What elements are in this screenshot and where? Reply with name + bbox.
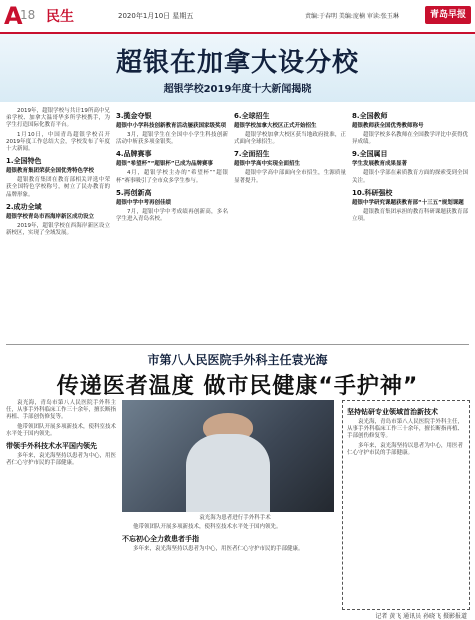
story-column-middle: [122, 524, 334, 555]
item-heading: 6.全球招生: [234, 112, 270, 120]
item-body: 3月，超银学生在全国中小学生科技创新活动中斩获多项金银奖。: [116, 132, 228, 146]
photo-caption: 袁光海为患者进行手外科手术: [199, 515, 271, 521]
story-para: 多年来，袁光海坚持以患者为中心，用医者仁心守护市民的手部健康。: [347, 442, 463, 456]
section-letter: A: [4, 2, 23, 30]
story-para: 多年来，袁光海坚持以患者为中心，用医者仁心守护市民的手部健康。: [133, 546, 304, 553]
story-headline: 传递医者温度 做市民健康“手护神”: [56, 374, 419, 399]
item-heading: 1.全国特色: [6, 157, 42, 166]
story-para: 多年来，袁光海坚持以患者为中心，用医者仁心守护市民的手部健康。: [6, 453, 117, 467]
story-para: 袁光海，青岛市第八人民医院手外科主任，从事手外科临床工作三十余年，擅长断指再植、手部创伤修复等。: [347, 419, 463, 440]
item-subhead: 超银学校青岛市西海岸新区成功设立: [6, 213, 95, 220]
item-heading: 8.全国教师: [352, 112, 388, 120]
item-heading: 2.成功全域: [6, 202, 42, 211]
item-body: 超银教育集团在教育部相关评选中荣获全国特色学校称号，树立了民办教育的品牌形象。: [6, 177, 110, 198]
story-para: 他带领团队开展多项新技术，使科室技术水平处于国内领先。: [133, 524, 282, 530]
item-subhead: 超银中学高中实现全面招生: [234, 161, 301, 168]
item-subhead: 超银教育集团荣获全国优秀特色学校: [6, 168, 95, 175]
story-subhead: 坚持钻研专业领域首治新技术: [347, 408, 438, 416]
item-body: 超银中学高中部面向全市招生，生源质量显著提升。: [234, 170, 346, 184]
story-column-left: [6, 400, 116, 469]
story-para: 袁光海，青岛市第八人民医院手外科主任，从事手外科临床工作三十余年，擅长断指再植、手部创伤修复等。: [6, 400, 117, 421]
page-number: 18: [20, 8, 36, 22]
story-subhead: 带领手外科技术水平国内领先: [6, 442, 97, 451]
surgery-photo: [122, 400, 334, 512]
article-column-1: [6, 108, 110, 239]
item-body: 超银学校多名教师在全国教学评比中获得优异成绩。: [352, 132, 468, 146]
section-divider: [6, 344, 469, 345]
section-title: 民生: [46, 9, 74, 25]
item-body: 7月，超银中学中考成绩再创新高，多名学生进入青岛名校。: [116, 208, 228, 223]
item-subhead: 超银中学中考再创佳绩: [116, 199, 172, 206]
editors: 责编:于春明 美编:庞楠 审读:张玉琳: [305, 13, 399, 20]
item-subhead: 学生发展教育成果显著: [352, 161, 408, 168]
item-subhead: 超银“希望杯”“超银杯”已成为品牌赛事: [116, 161, 213, 168]
item-body: 超银学校加拿大校区获当地政府批准，正式面向全球招生。: [234, 132, 346, 146]
main-headline: 超银在加拿大设分校: [115, 48, 359, 78]
story-subhead: 不忘初心全力救患者手指: [122, 535, 199, 544]
intro-para: 1月10日，中国青岛超银学校召开2019年度工作总结大会，学校发布了年度十大新闻。: [6, 131, 110, 153]
article-column-2: [116, 108, 228, 225]
item-heading: 3.揽金夺银: [116, 112, 152, 120]
item-heading: 10.科研强校: [352, 188, 393, 197]
item-heading: 9.全国属目: [352, 150, 388, 159]
item-heading: 5.再创新高: [116, 188, 152, 197]
item-subhead: 超银学校加拿大校区正式开始招生: [234, 123, 317, 129]
item-body: 4月，超银学校主办的“希望杯”“超银杯”赛事吸引了全市众多学生参与。: [116, 170, 228, 184]
page-header: [0, 0, 475, 34]
doctor-coat: [186, 434, 271, 512]
item-heading: 7.全面招生: [234, 150, 270, 159]
intro-para: 2019年，超银学校与共计19所高中兄弟学校、加拿大温哥华多所学校携手，为学生打造国际化教育平台。: [6, 108, 110, 129]
paper-logo: 青岛早报: [425, 6, 471, 24]
item-subhead: 超银中学研究课题获教育部“十三五”规划课题: [352, 199, 464, 206]
issue-date: 2020年1月10日 星期五: [118, 12, 194, 20]
item-body: 超银小学部在素质教育方面的探索受到全国关注。: [352, 170, 468, 184]
item-heading: 4.品牌赛事: [116, 150, 152, 159]
article-column-3: [234, 108, 346, 187]
item-subhead: 超银中小学科技创新教育活动屡获国家级奖项: [116, 123, 227, 129]
item-body: 超银教育集团承担的教育科研课题获教育部立项。: [352, 208, 468, 223]
item-body: 2019年，超银学校在西海岸新区设立新校区，实现了全域发展。: [6, 222, 110, 237]
headline-banner: [0, 34, 475, 102]
story-column-right: [347, 404, 463, 459]
item-subhead: 超银教师获全国优秀教师称号: [352, 123, 424, 129]
story-kicker: 市第八人民医院手外科主任袁光海: [147, 353, 328, 367]
story-para: 他带领团队开展多项新技术，使科室技术水平处于国内领先。: [6, 423, 117, 437]
reporter-credit: 记者 黄飞 通讯员 孙晓飞 摄影报道: [375, 613, 467, 620]
article-column-4: [352, 108, 468, 225]
sub-headline: 超银学校2019年度十大新闻揭晓: [163, 84, 312, 95]
